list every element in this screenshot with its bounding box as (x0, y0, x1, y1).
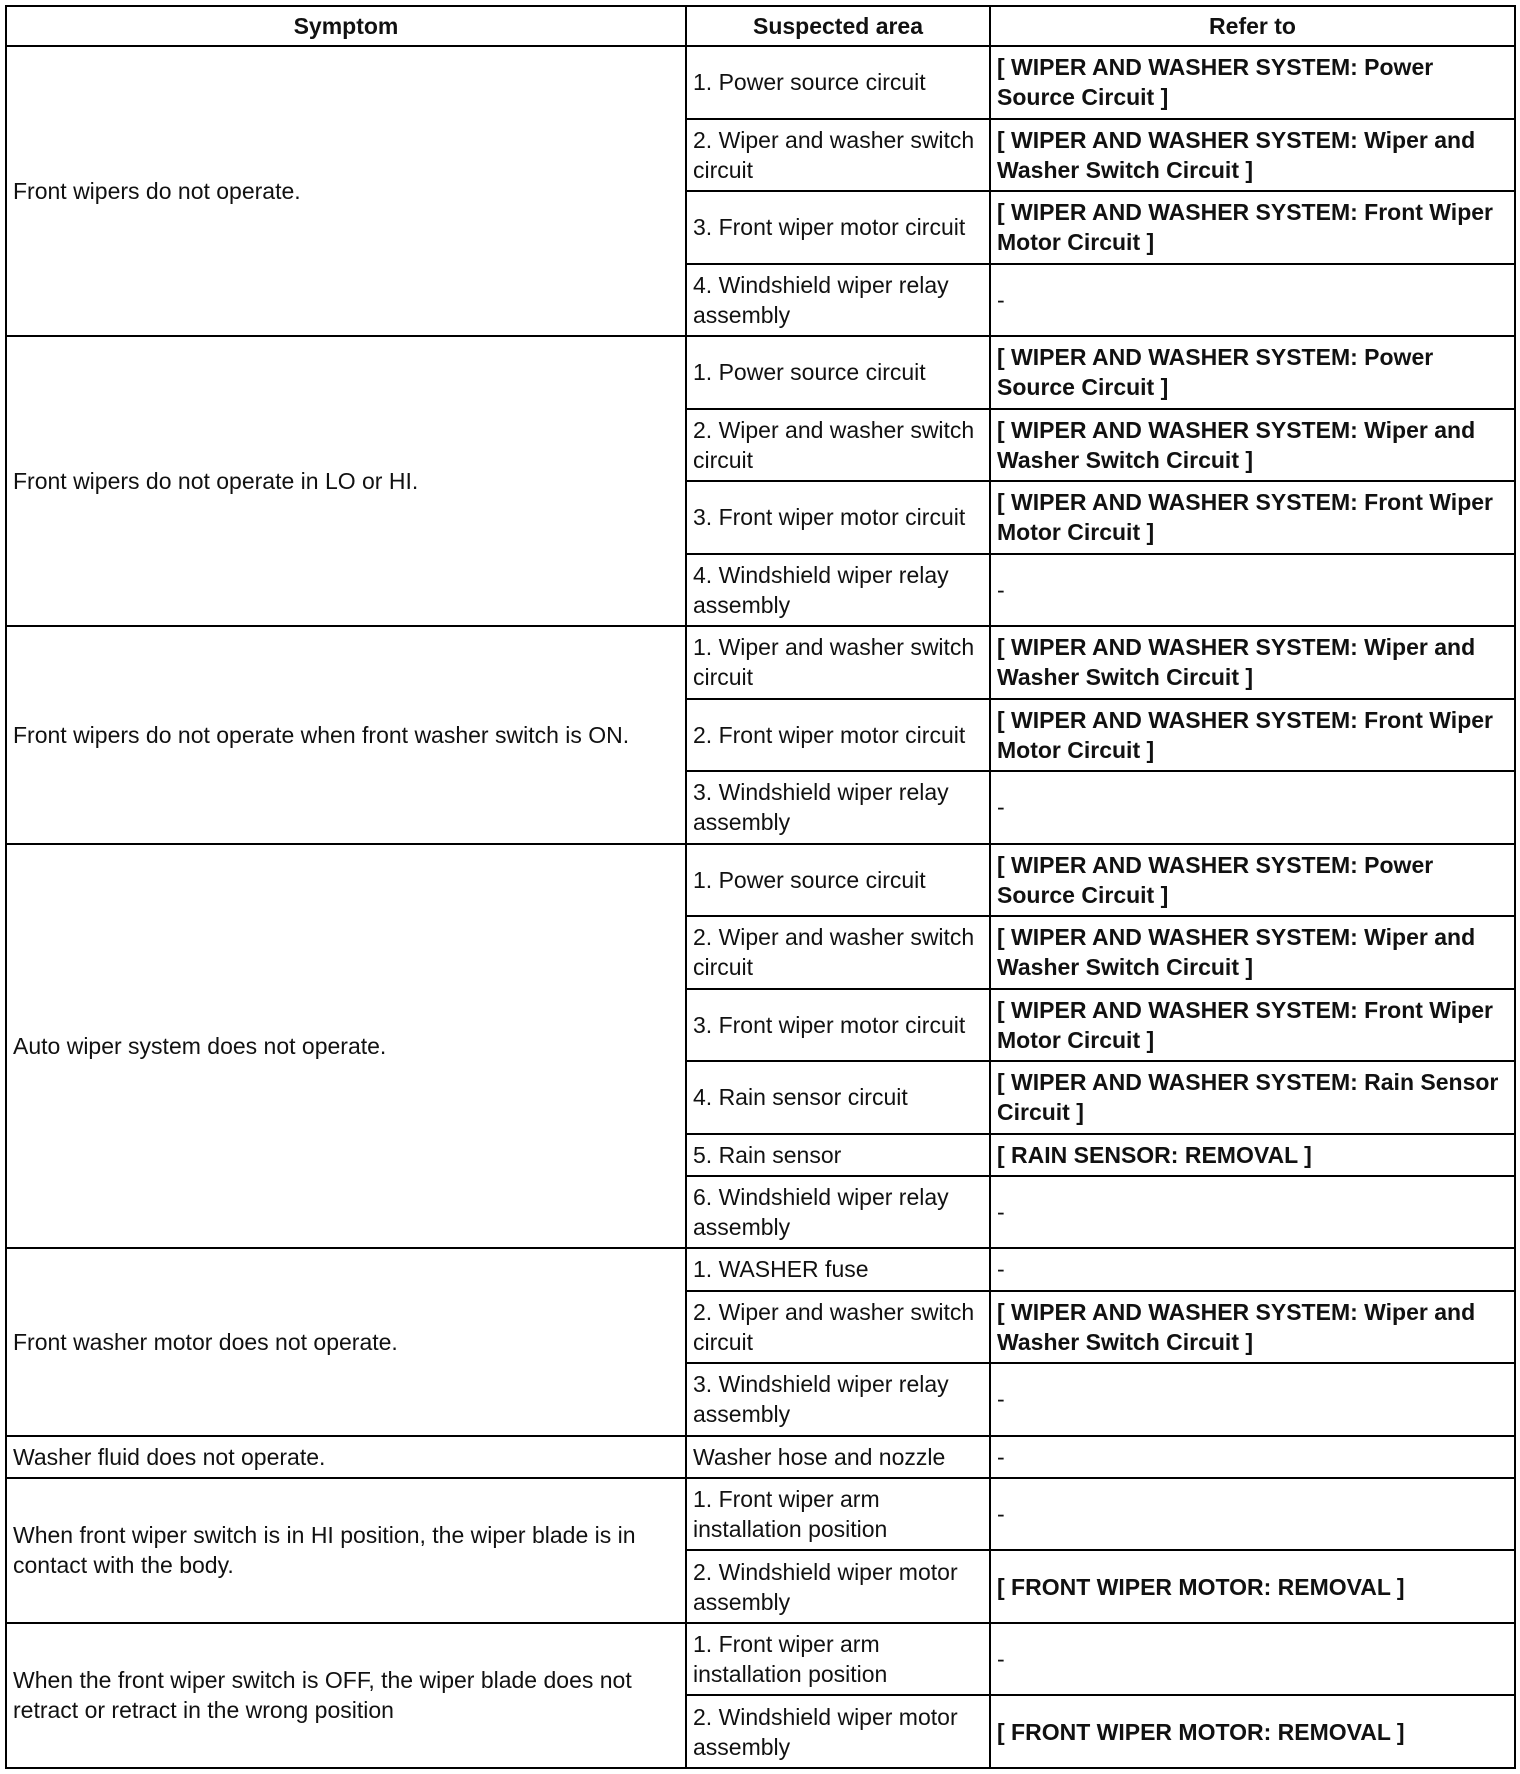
table-row (6, 844, 1515, 917)
symptom-cell: Washer fluid does not operate. (6, 1436, 686, 1478)
refer-to-cell: - (990, 1363, 1515, 1436)
suspected-area-cell: 4. Windshield wiper relay assembly (686, 264, 990, 337)
symptom-cell: Front washer motor does not operate. (6, 1248, 686, 1435)
refer-to-cell: - (990, 554, 1515, 627)
table-row (6, 1248, 1515, 1290)
refer-to-cell: [ WIPER AND WASHER SYSTEM: Front Wiper Motor Circuit ] (990, 191, 1515, 264)
suspected-area-cell: 1. Front wiper arm installation position (686, 1478, 990, 1551)
refer-to-cell: [ WIPER AND WASHER SYSTEM: Wiper and Washer Switch Circuit ] (990, 916, 1515, 989)
suspected-area-cell: 3. Front wiper motor circuit (686, 481, 990, 554)
table-row (6, 1623, 1515, 1696)
suspected-area-cell: 2. Wiper and washer switch circuit (686, 916, 990, 989)
refer-to-cell: [ WIPER AND WASHER SYSTEM: Power Source Circuit ] (990, 336, 1515, 409)
symptom-cell: When front wiper switch is in HI position, the wiper blade is in contact with the body. (6, 1478, 686, 1623)
suspected-area-cell: 4. Windshield wiper relay assembly (686, 554, 990, 627)
suspected-area-cell: 1. Wiper and washer switch circuit (686, 626, 990, 699)
refer-to-cell: - (990, 1478, 1515, 1551)
suspected-area-cell: 3. Front wiper motor circuit (686, 989, 990, 1062)
suspected-area-cell: 5. Rain sensor (686, 1134, 990, 1176)
table-body (6, 46, 1515, 1768)
table-row (6, 46, 1515, 119)
table-row (6, 626, 1515, 699)
suspected-area-cell: 1. Power source circuit (686, 844, 990, 917)
table-row (6, 336, 1515, 409)
header-symptom: Symptom (6, 6, 686, 46)
suspected-area-cell: 4. Rain sensor circuit (686, 1061, 990, 1134)
refer-to-cell: [ RAIN SENSOR: REMOVAL ] (990, 1134, 1515, 1176)
refer-to-cell: [ FRONT WIPER MOTOR: REMOVAL ] (990, 1695, 1515, 1768)
refer-to-cell: - (990, 264, 1515, 337)
suspected-area-cell: 1. WASHER fuse (686, 1248, 990, 1290)
symptom-cell: Auto wiper system does not operate. (6, 844, 686, 1249)
suspected-area-cell: 3. Windshield wiper relay assembly (686, 1363, 990, 1436)
refer-to-cell: [ WIPER AND WASHER SYSTEM: Wiper and Washer Switch Circuit ] (990, 409, 1515, 482)
refer-to-cell: [ WIPER AND WASHER SYSTEM: Wiper and Washer Switch Circuit ] (990, 626, 1515, 699)
refer-to-cell: [ WIPER AND WASHER SYSTEM: Wiper and Washer Switch Circuit ] (990, 119, 1515, 192)
suspected-area-cell: 2. Wiper and washer switch circuit (686, 119, 990, 192)
suspected-area-cell: 2. Windshield wiper motor assembly (686, 1695, 990, 1768)
suspected-area-cell: 2. Wiper and washer switch circuit (686, 409, 990, 482)
symptom-cell: Front wipers do not operate. (6, 46, 686, 336)
header-suspected-area: Suspected area (686, 6, 990, 46)
suspected-area-cell: 1. Power source circuit (686, 46, 990, 119)
refer-to-cell: - (990, 1623, 1515, 1696)
refer-to-cell: - (990, 771, 1515, 844)
symptom-table (5, 5, 1516, 1769)
table-row (6, 1478, 1515, 1551)
refer-to-cell: [ WIPER AND WASHER SYSTEM: Rain Sensor Circuit ] (990, 1061, 1515, 1134)
refer-to-cell: [ FRONT WIPER MOTOR: REMOVAL ] (990, 1550, 1515, 1623)
suspected-area-cell: Washer hose and nozzle (686, 1436, 990, 1478)
suspected-area-cell: 6. Windshield wiper relay assembly (686, 1176, 990, 1249)
table-row (6, 1436, 1515, 1478)
suspected-area-cell: 3. Front wiper motor circuit (686, 191, 990, 264)
symptom-cell: When the front wiper switch is OFF, the wiper blade does not retract or retract in the wrong position (6, 1623, 686, 1768)
refer-to-cell: [ WIPER AND WASHER SYSTEM: Front Wiper Motor Circuit ] (990, 989, 1515, 1062)
symptom-cell: Front wipers do not operate when front washer switch is ON. (6, 626, 686, 844)
suspected-area-cell: 2. Windshield wiper motor assembly (686, 1550, 990, 1623)
suspected-area-cell: 3. Windshield wiper relay assembly (686, 771, 990, 844)
refer-to-cell: [ WIPER AND WASHER SYSTEM: Front Wiper Motor Circuit ] (990, 699, 1515, 772)
refer-to-cell: - (990, 1248, 1515, 1290)
refer-to-cell: - (990, 1176, 1515, 1249)
suspected-area-cell: 1. Front wiper arm installation position (686, 1623, 990, 1696)
refer-to-cell: [ WIPER AND WASHER SYSTEM: Wiper and Washer Switch Circuit ] (990, 1291, 1515, 1364)
refer-to-cell: [ WIPER AND WASHER SYSTEM: Front Wiper Motor Circuit ] (990, 481, 1515, 554)
suspected-area-cell: 1. Power source circuit (686, 336, 990, 409)
header-refer-to: Refer to (990, 6, 1515, 46)
symptom-cell: Front wipers do not operate in LO or HI. (6, 336, 686, 626)
suspected-area-cell: 2. Wiper and washer switch circuit (686, 1291, 990, 1364)
refer-to-cell: [ WIPER AND WASHER SYSTEM: Power Source Circuit ] (990, 46, 1515, 119)
suspected-area-cell: 2. Front wiper motor circuit (686, 699, 990, 772)
refer-to-cell: [ WIPER AND WASHER SYSTEM: Power Source Circuit ] (990, 844, 1515, 917)
header-row (6, 6, 1515, 46)
refer-to-cell: - (990, 1436, 1515, 1478)
